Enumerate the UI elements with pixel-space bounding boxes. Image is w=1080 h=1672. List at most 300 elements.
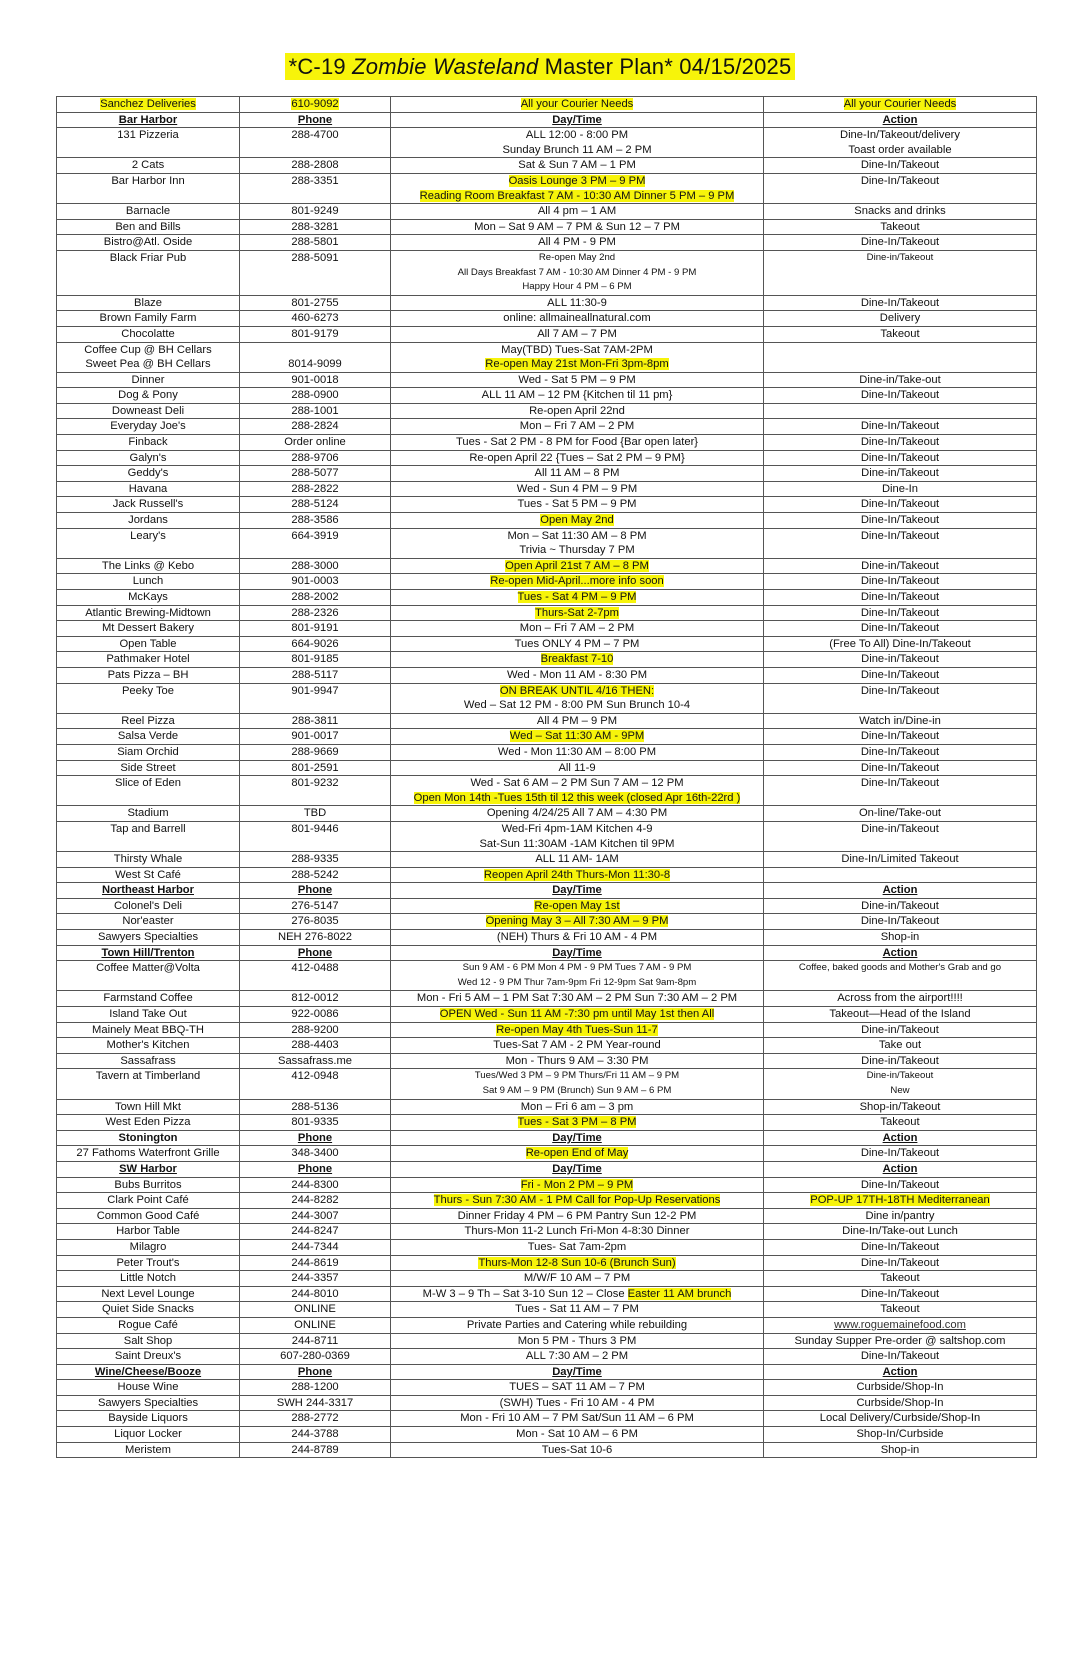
cell-text: Sunday Supper Pre-order @ saltshop.com xyxy=(794,1334,1006,1347)
cell-text: McKays xyxy=(128,591,168,603)
cell-action xyxy=(764,652,1037,668)
cell-name xyxy=(57,528,240,558)
table-row xyxy=(57,1022,1037,1038)
cell-text: Thurs-Sat 2-7pm xyxy=(535,606,619,619)
cell-name xyxy=(57,1146,240,1162)
cell-phone xyxy=(240,1177,391,1193)
cell-text: 288-9669 xyxy=(291,745,339,758)
cell-text: Dine-In/Takeout xyxy=(860,575,940,588)
cell-text: Re-open May 4th Tues-Sun 11-7 xyxy=(496,1023,658,1036)
cell-text: Wed - Mon 11:30 AM – 8:00 PM xyxy=(497,745,657,758)
cell-name xyxy=(57,388,240,404)
cell-action xyxy=(764,806,1037,822)
cell-day-time xyxy=(391,435,764,451)
table-row xyxy=(57,342,1037,372)
cell-text: Dine-In/Takeout xyxy=(860,606,940,619)
cell-phone xyxy=(240,1255,391,1271)
cell-phone xyxy=(240,1224,391,1240)
cell-text: Island Take Out xyxy=(109,1008,187,1021)
cell-day-time xyxy=(391,821,764,851)
cell-day-time xyxy=(391,1099,764,1115)
cell-name xyxy=(57,652,240,668)
table-row xyxy=(57,1349,1037,1365)
cell-text: Breakfast 7-10 xyxy=(540,653,614,666)
cell-day-time xyxy=(391,1442,764,1458)
table-row xyxy=(57,435,1037,451)
cell-phone xyxy=(240,1193,391,1209)
cell-action xyxy=(764,961,1037,991)
cell-text: 288-4403 xyxy=(291,1039,339,1052)
cell-text: 244-8711 xyxy=(291,1334,339,1347)
table-row xyxy=(57,528,1037,558)
cell-text: Wed – Sat 11:30 AM - 9PM xyxy=(509,730,645,743)
cell-text-line: 8014-9099 xyxy=(288,358,342,371)
cell-text: All 4 PM - 9 PM xyxy=(538,236,616,249)
cell-phone xyxy=(240,1146,391,1162)
cell-day-time xyxy=(391,636,764,652)
cell-text: Delivery xyxy=(879,312,921,325)
cell-text: Bayside Liquors xyxy=(108,1412,188,1425)
table-row xyxy=(57,898,1037,914)
cell-text: Dinner Friday 4 PM – 6 PM Pantry Sun 12-2 PM xyxy=(457,1209,697,1222)
cell-name xyxy=(57,295,240,311)
cell-text: Open April 21st 7 AM – 8 PM xyxy=(505,559,649,572)
cell-text-line: Sat-Sun 11:30AM -1AM Kitchen til 9PM xyxy=(479,837,675,850)
cell-action xyxy=(764,683,1037,713)
cell-name xyxy=(57,1317,240,1333)
cell-action xyxy=(764,760,1037,776)
cell-text: NEH 276-8022 xyxy=(277,931,352,944)
cell-phone xyxy=(240,1038,391,1054)
cell-name xyxy=(57,744,240,760)
cell-phone xyxy=(240,295,391,311)
cell-text: 27 Fathoms Waterfront Grille xyxy=(76,1147,220,1160)
cell-text: 288-2326 xyxy=(291,606,339,619)
cell-text: M/W/F 10 AM – 7 PM xyxy=(523,1272,631,1285)
table-row xyxy=(57,419,1037,435)
table-row xyxy=(57,311,1037,327)
cell-action xyxy=(764,883,1037,899)
cell-text: Sawyers Specialties xyxy=(97,1396,199,1409)
section-header-row xyxy=(57,112,1037,128)
cell-day-time xyxy=(391,1208,764,1224)
cell-action xyxy=(764,1271,1037,1287)
title-suffix: Master Plan* 04/15/2025 xyxy=(538,54,792,79)
cell-name xyxy=(57,590,240,606)
cell-name xyxy=(57,311,240,327)
cell-text: Dog & Pony xyxy=(118,389,178,402)
cell-day-time xyxy=(391,1395,764,1411)
cell-action xyxy=(764,388,1037,404)
table-row xyxy=(57,1427,1037,1443)
cell-action xyxy=(764,97,1037,113)
cell-action xyxy=(764,403,1037,419)
cell-action xyxy=(764,729,1037,745)
cell-text: Day/Time xyxy=(552,1365,602,1378)
cell-text: All 11-9 xyxy=(558,761,596,774)
cell-day-time xyxy=(391,1224,764,1240)
cell-text: 244-8300 xyxy=(291,1178,339,1191)
cell-name xyxy=(57,128,240,158)
cell-name xyxy=(57,235,240,251)
cell-action xyxy=(764,326,1037,342)
cell-text: Tues - Sat 5 PM – 9 PM xyxy=(517,498,637,511)
cell-text: Barnacle xyxy=(125,205,171,218)
cell-text: Tues - Sat 11 AM – 7 PM xyxy=(515,1303,639,1316)
section-header-row xyxy=(57,1364,1037,1380)
cell-text: Tavern at Timberland xyxy=(95,1070,201,1083)
cell-day-time xyxy=(391,1007,764,1023)
cell-text: ONLINE xyxy=(294,1303,336,1316)
cell-text: Takeout xyxy=(880,1303,920,1316)
cell-text: SWH 244-3317 xyxy=(276,1396,354,1409)
cell-name xyxy=(57,250,240,295)
table-row xyxy=(57,97,1037,113)
cell-action xyxy=(764,1130,1037,1146)
cell-text: Dine-In xyxy=(881,482,919,495)
cell-text: Havana xyxy=(128,482,168,495)
cell-day-time xyxy=(391,883,764,899)
table-row xyxy=(57,1115,1037,1131)
cell-text: 244-8619 xyxy=(291,1256,339,1269)
cell-text: 288-5117 xyxy=(291,668,339,681)
cell-name xyxy=(57,683,240,713)
table-row xyxy=(57,326,1037,342)
cell-text: Dine-In/Takeout xyxy=(860,730,940,743)
cell-action xyxy=(764,158,1037,174)
cell-name xyxy=(57,945,240,961)
cell-text: Re-open May 1st xyxy=(534,899,620,912)
cell-phone xyxy=(240,388,391,404)
cell-text: Oasis Lounge 3 PM – 9 PM xyxy=(508,174,646,187)
cell-phone xyxy=(240,945,391,961)
cell-text: Day/Time xyxy=(552,1131,602,1144)
table-row xyxy=(57,1193,1037,1209)
cell-text: The Links @ Kebo xyxy=(101,559,195,572)
cell-text: Siam Orchid xyxy=(117,745,179,758)
cell-phone xyxy=(240,883,391,899)
cell-text: West Eden Pizza xyxy=(105,1116,191,1129)
cell-phone xyxy=(240,1271,391,1287)
cell-action xyxy=(764,1395,1037,1411)
cell-text: Mainely Meat BBQ-TH xyxy=(92,1023,204,1036)
table-row xyxy=(57,867,1037,883)
cell-text: Sat & Sun 7 AM – 1 PM xyxy=(518,159,636,172)
cell-text: Mon – Fri 6 am – 3 pm xyxy=(520,1100,634,1113)
cell-phone xyxy=(240,250,391,295)
cell-phone xyxy=(240,1286,391,1302)
table-row xyxy=(57,1442,1037,1458)
table-row xyxy=(57,466,1037,482)
cell-action xyxy=(764,1224,1037,1240)
cell-day-time xyxy=(391,729,764,745)
cell-phone xyxy=(240,513,391,529)
cell-text: Downeast Deli xyxy=(111,404,185,417)
cell-name xyxy=(57,852,240,868)
cell-text: Leary's xyxy=(130,529,166,542)
cell-text: Dine-in/Takeout xyxy=(866,1070,934,1082)
cell-text: Geddy's xyxy=(127,467,169,480)
cell-name xyxy=(57,1411,240,1427)
cell-text: 901-9947 xyxy=(291,684,339,697)
table-row xyxy=(57,729,1037,745)
cell-text: Dine-In/Takeout xyxy=(860,529,940,542)
cell-phone xyxy=(240,1395,391,1411)
cell-text: Coffee Matter@Volta xyxy=(96,962,200,975)
cell-text: Thurs-Mon 11-2 Lunch Fri-Mon 4-8:30 Dinner xyxy=(464,1225,690,1238)
cell-action xyxy=(764,435,1037,451)
cell-name xyxy=(57,961,240,991)
cell-text: 610-9092 xyxy=(291,98,339,110)
cell-text: 801-9446 xyxy=(291,822,339,835)
cell-text: Peter Trout's xyxy=(116,1256,180,1269)
cell-text: Coffee Cup @ BH Cellars xyxy=(84,343,212,356)
cell-phone xyxy=(240,204,391,220)
cell-text: 801-9249 xyxy=(291,205,339,218)
cell-text: Sassafrass.me xyxy=(278,1054,352,1067)
cell-day-time xyxy=(391,235,764,251)
cell-text: All your Courier Needs xyxy=(843,98,957,110)
cell-day-time xyxy=(391,558,764,574)
section-header-row xyxy=(57,1161,1037,1177)
cell-day-time xyxy=(391,930,764,946)
cell-action xyxy=(764,295,1037,311)
cell-text: Shop-in/Takeout xyxy=(859,1100,941,1113)
cell-text: Salsa Verde xyxy=(117,730,179,743)
cell-text: Sawyers Specialties xyxy=(97,931,199,944)
cell-action xyxy=(764,112,1037,128)
cell-phone xyxy=(240,497,391,513)
cell-name xyxy=(57,419,240,435)
cell-text: (Free To All) Dine-In/Takeout xyxy=(829,637,971,650)
cell-text: OPEN Wed - Sun 11 AM -7:30 pm until May 1st then All xyxy=(439,1008,715,1021)
cell-phone xyxy=(240,1099,391,1115)
table-row xyxy=(57,1333,1037,1349)
cell-text: Dine-in/Take-out xyxy=(859,373,941,386)
cell-phone xyxy=(240,1349,391,1365)
cell-day-time xyxy=(391,1161,764,1177)
cell-action xyxy=(764,821,1037,851)
table-row xyxy=(57,821,1037,851)
table-row xyxy=(57,158,1037,174)
table-row xyxy=(57,1224,1037,1240)
cell-text: West St Café xyxy=(115,868,181,881)
cell-day-time xyxy=(391,158,764,174)
cell-text: 288-1200 xyxy=(291,1381,339,1394)
cell-action xyxy=(764,1349,1037,1365)
table-row xyxy=(57,388,1037,404)
cell-name xyxy=(57,729,240,745)
table-row xyxy=(57,1053,1037,1069)
cell-text: 801-9335 xyxy=(291,1116,339,1129)
cell-name xyxy=(57,1038,240,1054)
cell-action xyxy=(764,1022,1037,1038)
cell-text: 288-2824 xyxy=(291,420,339,433)
table-row xyxy=(57,1317,1037,1333)
cell-text: Dine-In/Takeout xyxy=(860,761,940,774)
cell-day-time xyxy=(391,991,764,1007)
cell-text: Mon – Fri 7 AM – 2 PM xyxy=(519,622,635,635)
cell-text: 276-5147 xyxy=(291,899,339,912)
cell-text: Phone xyxy=(297,946,333,959)
cell-day-time xyxy=(391,667,764,683)
cell-text: All your Courier Needs xyxy=(520,98,634,110)
cell-action xyxy=(764,1038,1037,1054)
cell-text: Town Hill Mkt xyxy=(115,1100,181,1113)
cell-action xyxy=(764,558,1037,574)
cell-name xyxy=(57,1302,240,1318)
cell-phone xyxy=(240,713,391,729)
cell-action xyxy=(764,574,1037,590)
cell-name xyxy=(57,713,240,729)
cell-day-time xyxy=(391,419,764,435)
cell-text: Dine-in/Takeout xyxy=(861,653,939,666)
cell-text: Dinner xyxy=(131,373,165,386)
table-row xyxy=(57,219,1037,235)
cell-day-time xyxy=(391,128,764,158)
cell-phone xyxy=(240,1053,391,1069)
table-row xyxy=(57,1302,1037,1318)
cell-day-time xyxy=(391,1239,764,1255)
cell-text: 901-0018 xyxy=(291,373,339,386)
cell-text: Little Notch xyxy=(120,1272,176,1285)
cell-action xyxy=(764,1317,1037,1333)
cell-text: 288-3586 xyxy=(291,514,339,527)
cell-text: Coffee, baked goods and Mother's Grab and go xyxy=(798,962,1002,974)
cell-text: Sanchez Deliveries xyxy=(100,98,196,110)
cell-text: Finback xyxy=(128,436,168,449)
cell-text: Mother's Kitchen xyxy=(106,1039,190,1052)
cell-phone xyxy=(240,1302,391,1318)
table-row xyxy=(57,1255,1037,1271)
cell-day-time xyxy=(391,961,764,991)
cell-day-time xyxy=(391,204,764,220)
cell-text: Dine-In/Takeout xyxy=(860,236,940,249)
cell-phone xyxy=(240,914,391,930)
cell-text: Milagro xyxy=(129,1240,167,1253)
cell-phone xyxy=(240,1333,391,1349)
cell-text: Dine-in/Takeout xyxy=(861,899,939,912)
cell-text: On-line/Take-out xyxy=(858,807,942,820)
cell-text: 244-8247 xyxy=(291,1225,339,1238)
cell-text: 276-8035 xyxy=(291,915,339,928)
cell-text: Meristem xyxy=(125,1443,171,1456)
cell-name xyxy=(57,1442,240,1458)
cell-text: Dine-In/Takeout xyxy=(860,622,940,635)
cell-phone xyxy=(240,1130,391,1146)
cell-name xyxy=(57,219,240,235)
cell-phone xyxy=(240,311,391,327)
cell-text: Mon 5 PM - Thurs 3 PM xyxy=(517,1334,637,1347)
cell-text: Jack Russell's xyxy=(112,498,184,511)
cell-name xyxy=(57,667,240,683)
section-header-row xyxy=(57,883,1037,899)
cell-day-time xyxy=(391,112,764,128)
cell-action xyxy=(764,621,1037,637)
cell-action xyxy=(764,204,1037,220)
cell-name xyxy=(57,1130,240,1146)
document-title xyxy=(0,54,1080,80)
table-row xyxy=(57,1177,1037,1193)
cell-text: 288-5242 xyxy=(291,868,339,881)
table-row xyxy=(57,961,1037,991)
cell-phone xyxy=(240,528,391,558)
cell-text: Local Delivery/Curbside/Shop-In xyxy=(819,1412,981,1425)
cell-text: Thurs - Sun 7:30 AM - 1 PM Call for Pop-Up Reservations xyxy=(433,1194,721,1207)
cell-phone xyxy=(240,435,391,451)
cell-text: All 4 PM – 9 PM xyxy=(536,714,618,727)
cell-text-line: Sweet Pea @ BH Cellars xyxy=(85,358,211,371)
cell-text: Re-open April 22nd xyxy=(529,404,625,417)
table-row xyxy=(57,1239,1037,1255)
cell-name xyxy=(57,158,240,174)
cell-phone xyxy=(240,621,391,637)
cell-text-line: Toast order available xyxy=(848,143,952,156)
schedule-table xyxy=(56,96,1037,1458)
cell-action xyxy=(764,667,1037,683)
cell-action xyxy=(764,930,1037,946)
cell-text: SW Harbor xyxy=(119,1162,177,1175)
cell-day-time xyxy=(391,1115,764,1131)
cell-text: Takeout xyxy=(880,1272,920,1285)
cell-text: Dine-In/Limited Takeout xyxy=(841,853,959,866)
table-row xyxy=(57,776,1037,806)
cell-text: 244-7344 xyxy=(291,1240,339,1253)
cell-text: 801-2755 xyxy=(291,296,339,309)
cell-text-line: Re-open May 21st Mon-Fri 3pm-8pm xyxy=(485,358,669,371)
cell-text: 288-5136 xyxy=(291,1100,339,1113)
cell-day-time xyxy=(391,1286,764,1302)
title-italic: Zombie Wasteland xyxy=(352,54,539,79)
cell-text: Tues-Sat 10-6 xyxy=(541,1443,613,1456)
section-header-row xyxy=(57,945,1037,961)
cell-text: 288-0900 xyxy=(291,389,339,402)
cell-action xyxy=(764,419,1037,435)
cell-text: Shop-in xyxy=(880,1443,920,1456)
table-row xyxy=(57,235,1037,251)
cell-text: Wed - Sat 5 PM – 9 PM xyxy=(518,373,636,386)
cell-text: Dine-In/Takeout xyxy=(860,1287,940,1300)
cell-day-time xyxy=(391,1302,764,1318)
cell-text-line: Trivia ~ Thursday 7 PM xyxy=(519,544,635,557)
cell-phone xyxy=(240,1380,391,1396)
cell-phone xyxy=(240,991,391,1007)
cell-text: May(TBD) Tues-Sat 7AM-2PM xyxy=(501,343,653,356)
table-row xyxy=(57,250,1037,295)
cell-text: Mon - Sat 10 AM – 6 PM xyxy=(516,1428,638,1441)
cell-text: POP-UP 17TH-18TH Mediterranean xyxy=(810,1194,990,1207)
cell-phone xyxy=(240,1115,391,1131)
cell-phone xyxy=(240,898,391,914)
cell-text: Dine-in/Takeout xyxy=(861,559,939,572)
cell-text[interactable]: www.roguemainefood.com xyxy=(834,1318,966,1331)
cell-text: Mon - Thurs 9 AM – 3:30 PM xyxy=(505,1054,649,1067)
cell-action xyxy=(764,590,1037,606)
cell-text: Northeast Harbor xyxy=(101,884,194,897)
cell-phone xyxy=(240,450,391,466)
cell-action xyxy=(764,311,1037,327)
cell-text: Watch in/Dine-in xyxy=(859,714,941,727)
cell-text: Dine-In/Takeout xyxy=(860,684,940,697)
cell-action xyxy=(764,219,1037,235)
cell-text: Lunch xyxy=(132,575,164,588)
cell-text: Takeout xyxy=(880,1116,920,1129)
cell-text: Stonington xyxy=(118,1131,178,1144)
cell-text: Dine-in/Takeout xyxy=(861,1054,939,1067)
cell-name xyxy=(57,342,240,372)
cell-text: Tues ONLY 4 PM – 7 PM xyxy=(514,637,640,650)
cell-text: 288-5077 xyxy=(291,467,339,480)
